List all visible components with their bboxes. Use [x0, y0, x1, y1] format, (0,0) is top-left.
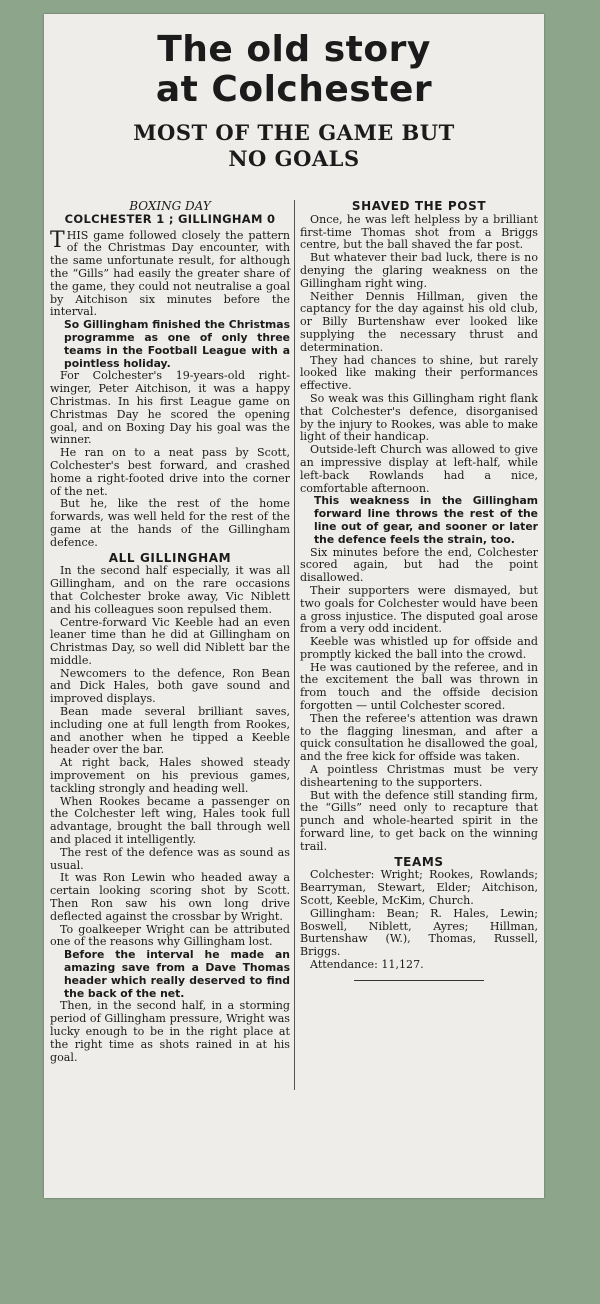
highlight-paragraph: This weakness in the Gillingham forward line throws the rest of the line out of gear, and sooner or later the defence feels the strain, too.	[314, 494, 538, 546]
highlight-paragraph: So Gillingham finished the Christmas programme as one of only three teams in the Football League with a pointless holiday.	[64, 318, 290, 370]
article-paragraph: Then, in the second half, in a storming period of Gillingham pressure, Wright was lucky enough to be in the right place at the right time as shots rained in at his goal.	[50, 999, 290, 1064]
subheadline-line: NO GOALS	[228, 146, 360, 171]
article-paragraph: When Rookes became a passenger on the Colchester left wing, Hales took full advantage, brought the ball through well and placed it intelligently.	[50, 794, 290, 847]
article-paragraph: Centre-forward Vic Keeble had an even leaner time than he did at Gillingham on Christmas Day, so well did Niblett bar the middle.	[50, 615, 290, 667]
highlight-paragraph: Before the interval he made an amazing save from a Dave Thomas header which really deserved to find the back of the net.	[64, 948, 290, 1000]
headline-line: at Colchester	[155, 69, 433, 110]
lead-paragraph: THIS game followed closely the pattern of the Christmas Day encounter, with the same unfortunate result, for although the “Gills” had easily the greater share of the game, they could not neutralise a goal by Aitchison six minutes before the interval.	[50, 227, 290, 319]
article-paragraph: Newcomers to the defence, Ron Bean and Dick Hales, both gave sound and improved displays.	[50, 666, 290, 706]
subheadline	[44, 120, 544, 172]
crosshead: TEAMS	[394, 854, 444, 869]
article-paragraph: Six minutes before the end, Colchester scored again, but had the point disallowed.	[300, 545, 538, 585]
article-paragraph: Outside-left Church was allowed to give an impressive display at left-half, while left-back Rowlands had a nice, comfortable afternoon.	[300, 443, 538, 495]
article-paragraph: Once, he was left helpless by a brilliant first-time Thomas shot from a Briggs centre, but the ball shaved the far post.	[300, 212, 538, 252]
article-paragraph: Neither Dennis Hillman, given the captancy for the day against his old club, or Billy Burtenshaw ever looked like supplying the necessary thrust and determination.	[300, 289, 538, 354]
article-paragraph: But with the defence still standing firm, the “Gills” need only to recapture that punch and whole-hearted spirit in the forward line, to get back on the winning trail.	[300, 788, 538, 853]
crosshead: SHAVED THE POST	[351, 199, 487, 213]
article-paragraph: Their supporters were dismayed, but two goals for Colchester would have been a gross injustice. The disputed goal arose from a very odd incident.	[300, 583, 538, 636]
column-divider	[294, 200, 295, 1090]
dateline: BOXING DAY	[129, 199, 211, 213]
score-line: COLCHESTER 1 ; GILLINGHAM 0	[64, 211, 276, 226]
headline	[44, 30, 544, 110]
article-paragraph: A pointless Christmas must be very disheartening to the supporters.	[300, 763, 538, 789]
end-rule	[354, 980, 484, 981]
article-paragraph: It was Ron Lewin who headed away a certain looking scoring shot by Scott. Then Ron saw his own long drive deflected against the crossbar by Wright.	[50, 871, 290, 923]
article-paragraph: Colchester: Wright; Rookes, Rowlands; Bearryman, Stewart, Elder; Aitchison, Scott, Keeble, McKim, Church.	[300, 868, 538, 908]
crosshead: ALL GILLINGHAM	[108, 550, 232, 565]
article-paragraph: So weak was this Gillingham right flank that Colchester's defence, disorganised by the injury to Rookes, was able to make light of their handicap.	[300, 391, 538, 444]
article-paragraph: In the second half especially, it was all Gillingham, and on the rare occasions that Colchester broke away, Vic Niblett and his colleagues soon repulsed them.	[50, 564, 290, 616]
article-paragraph: He ran on to a neat pass by Scott, Colchester's best forward, and crashed home a right-footed drive into the corner of the net.	[50, 446, 290, 498]
article-paragraph: At right back, Hales showed steady improvement on his previous games, tackling strongly and heading well.	[50, 756, 290, 795]
right-column	[300, 198, 538, 981]
article-paragraph: Attendance: 11,127.	[310, 958, 424, 972]
article-paragraph: Then the referee's attention was drawn to the flagging linesman, and after a quick consultation he disallowed the goal, and the free kick for offside was taken.	[300, 711, 538, 764]
article-paragraph: The rest of the defence was as sound as usual.	[50, 845, 290, 872]
article-paragraph: But whatever their bad luck, there is no denying the glaring weakness on the Gillingham right wing.	[300, 251, 538, 290]
article-paragraph: He was cautioned by the referee, and in the excitement the ball was thrown in from touch and the offside decision forgotten — until Colchester scored.	[300, 660, 538, 713]
article-paragraph: Gillingham: Bean; R. Hales, Lewin; Boswell, Niblett, Ayres; Hillman, Burtenshaw (W.), Thomas, Russell, Briggs.	[300, 906, 538, 959]
subheadline-line: MOST OF THE GAME BUT	[133, 120, 455, 145]
newspaper-clipping	[44, 14, 544, 1198]
article-paragraph: Keeble was whistled up for offside and promptly kicked the ball into the crowd.	[300, 635, 538, 661]
article-paragraph: But he, like the rest of the home forwards, was well held for the rest of the game at the hands of the Gillingham defence.	[50, 497, 290, 549]
article-paragraph: They had chances to shine, but rarely looked like making their performances effective.	[300, 353, 538, 393]
article-paragraph: To goalkeeper Wright can be attributed one of the reasons why Gillingham lost.	[50, 922, 290, 949]
article-paragraph: Bean made several brilliant saves, including one at full length from Rookes, and another when he tipped a Keeble header over the bar.	[50, 705, 290, 757]
article-paragraph: For Colchester's 19-years-old right-winger, Peter Aitchison, it was a happy Christmas. In his first League game on Christmas Day he scored the opening goal, and on Boxing Day his goal was the winner.	[50, 369, 290, 447]
left-column	[50, 198, 290, 1064]
headline-line: The old story	[157, 29, 431, 70]
